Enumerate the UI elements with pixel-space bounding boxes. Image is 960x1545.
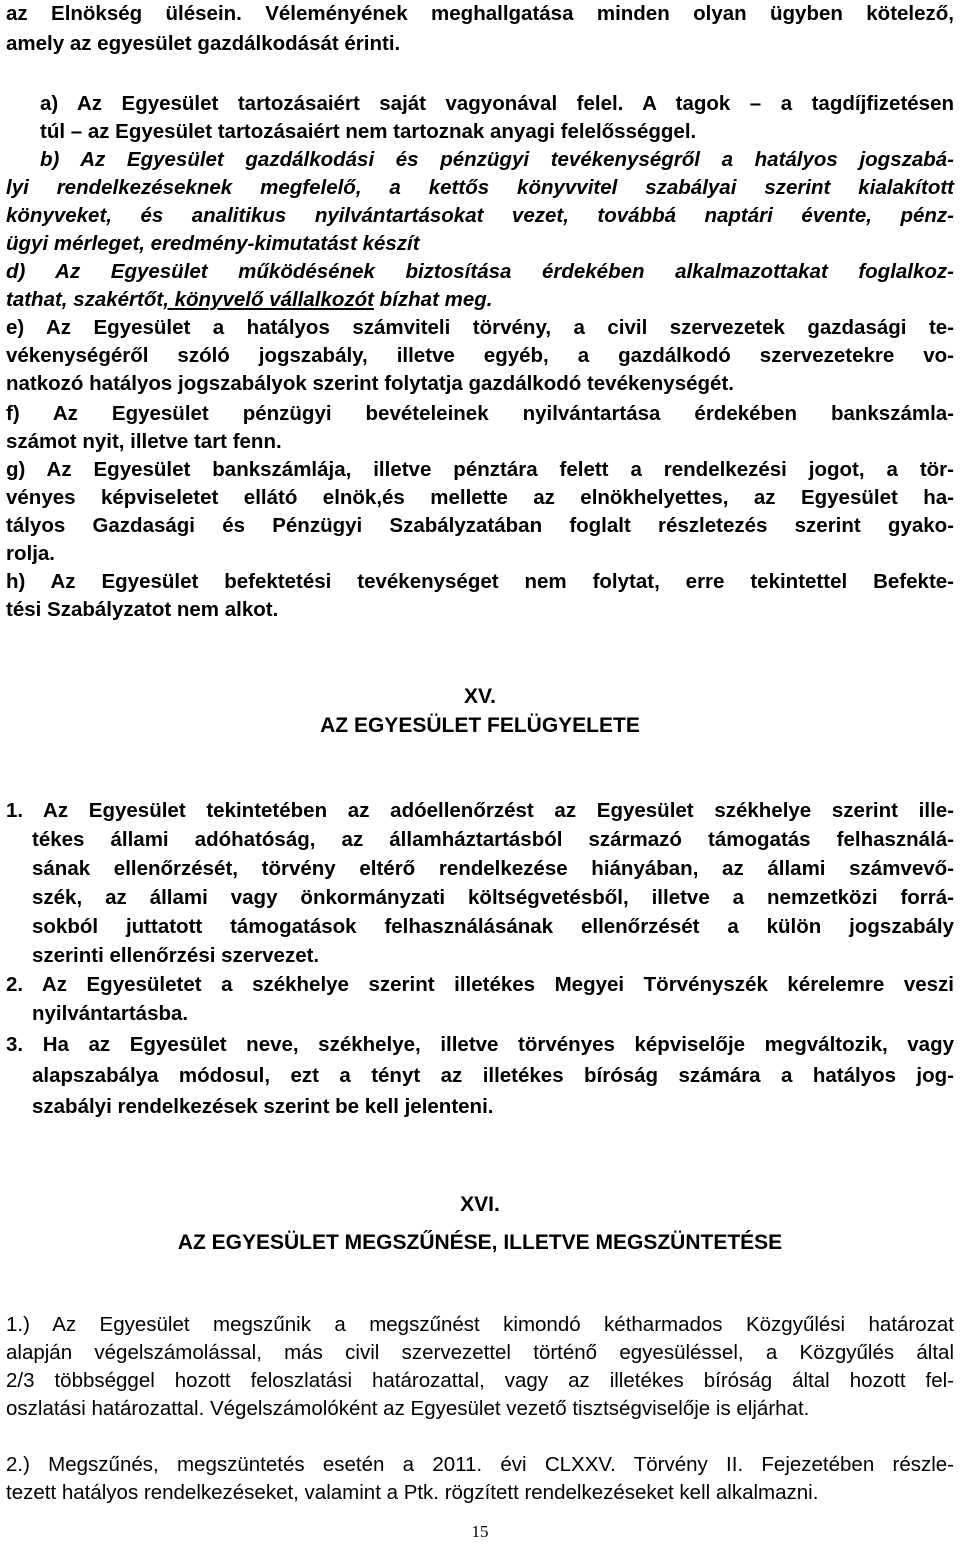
- clause-d-text: bízhat meg.: [373, 288, 493, 311]
- section16-item-1-line: oszlatási határozattal. Végelszámolóként az Egyesület vezető tisztségviselője is eljárhat.: [6, 1397, 810, 1420]
- clause-f-line: számot nyit, illetve tart fenn.: [6, 430, 282, 453]
- clause-a-line: a) Az Egyesület tartozásaiért saját vagyonával felel. A tagok – a tagdíjfizetésen: [40, 92, 954, 115]
- section15-item-3-line: 3. Ha az Egyesület neve, székhelye, illetve törvényes képviselője megváltozik, vagy: [6, 1033, 954, 1056]
- clause-g-line: rolja.: [6, 542, 55, 565]
- section15-item-1-line: sokból juttatott támogatások felhasználásának ellenőrzését a külön jogszabály: [32, 915, 954, 938]
- section15-item-1-line: 1. Az Egyesület tekintetében az adóellenőrzést az Egyesület székhelye szerint ille-: [6, 799, 954, 822]
- section15-item-1-line: szerinti ellenőrzési szervezet.: [32, 944, 320, 967]
- section15-item-1-line: tékes állami adóhatóság, az államháztartásból származó támogatás felhasználá-: [32, 828, 954, 851]
- clause-g-line: vényes képviseletet ellátó elnök,és mellette az elnökhelyettes, az Egyesület ha-: [6, 486, 954, 509]
- paragraph-line: az Elnökség ülésein. Véleményének meghallgatása minden olyan ügyben kötelező,: [6, 2, 954, 25]
- section15-item-1-line: szék, az állami vagy önkormányzati költségvetésből, illetve a nemzetközi forrá-: [32, 886, 954, 909]
- clause-e-line: e) Az Egyesület a hatályos számviteli törvény, a civil szervezetek gazdasági te-: [6, 316, 954, 339]
- clause-e-line: vékenységéről szóló jogszabály, illetve egyéb, a gazdálkodó szervezetekre vo-: [6, 344, 954, 367]
- section16-item-2-line: 2.) Megszűnés, megszüntetés esetén a 2011. évi CLXXV. Törvény II. Fejezetében részle-: [6, 1453, 954, 1476]
- section16-item-1-line: 1.) Az Egyesület megszűnik a megszűnést kimondó kétharmados Közgyűlési határozat: [6, 1313, 954, 1336]
- clause-d-underlined: , könyvelő vállalkozót: [163, 288, 374, 311]
- paragraph-line: amely az egyesület gazdálkodását érinti.: [6, 32, 401, 55]
- clause-a-line: túl – az Egyesület tartozásaiért nem tartoznak anyagi felelősséggel.: [40, 120, 697, 143]
- clause-f-line: f) Az Egyesület pénzügyi bevételeinek nyilvántartása érdekében bankszámla-: [6, 402, 954, 425]
- clause-d-line: [6, 286, 954, 313]
- clause-d-line: d) Az Egyesület működésének biztosítása érdekében alkalmazottakat foglalkoz-: [6, 260, 954, 283]
- clause-h-line: tési Szabályzatot nem alkot.: [6, 598, 279, 621]
- section-title: AZ EGYESÜLET FELÜGYELETE: [320, 714, 640, 737]
- clause-b-line: b) Az Egyesület gazdálkodási és pénzügyi tevékenységről a hatályos jogszabá-: [40, 148, 954, 171]
- section16-item-2-line: tezett hatályos rendelkezéseket, valamint a Ptk. rögzített rendelkezéseket kell alkalmazni.: [6, 1481, 819, 1504]
- section-number: XVI.: [460, 1193, 500, 1216]
- clause-b-line: ügyi mérleget, eredmény-kimutatást készít: [6, 232, 420, 255]
- clause-g-line: g) Az Egyesület bankszámlája, illetve pénztára felett a rendelkezési jogot, a tör-: [6, 458, 954, 481]
- clause-e-line: natkozó hatályos jogszabályok szerint folytatja gazdálkodó tevékenységét.: [6, 372, 734, 395]
- page-number: 15: [471, 1522, 489, 1541]
- section15-item-1-line: sának ellenőrzését, törvény eltérő rendelkezése hiányában, az állami számvevő-: [32, 857, 954, 880]
- section15-item-2-line: nyilvántartásba.: [32, 1002, 189, 1025]
- clause-b-line: lyi rendelkezéseknek megfelelő, a kettős könyvvitel szabályai szerint kialakított: [6, 176, 954, 199]
- clause-g-line: tályos Gazdasági és Pénzügyi Szabályzatában foglalt részletezés szerint gyako-: [6, 514, 954, 537]
- clause-h-line: h) Az Egyesület befektetési tevékenységet nem folytat, erre tekintettel Befekte-: [6, 570, 954, 593]
- section15-item-3-line: alapszabálya módosul, ezt a tényt az illetékes bíróság számára a hatályos jog-: [32, 1064, 954, 1087]
- section16-item-1-line: 2/3 többséggel hozott feloszlatási határozattal, vagy az illetékes bíróság által hozott fel-: [6, 1369, 954, 1392]
- clause-b-line: könyveket, és analitikus nyilvántartásokat vezet, továbbá naptári évente, pénz-: [6, 204, 954, 227]
- section-number: XV.: [464, 685, 496, 708]
- section-title: AZ EGYESÜLET MEGSZŰNÉSE, ILLETVE MEGSZÜNTETÉSE: [177, 1231, 783, 1254]
- clause-d-text: tathat, szakértőt: [6, 288, 164, 311]
- section15-item-2-line: 2. Az Egyesületet a székhelye szerint illetékes Megyei Törvényszék kérelemre veszi: [6, 973, 954, 996]
- section16-item-1-line: alapján végelszámolással, más civil szervezettel történő egyesüléssel, a Közgyűlés által: [6, 1341, 954, 1364]
- section15-item-3-line: szabályi rendelkezések szerint be kell jelenteni.: [32, 1095, 494, 1118]
